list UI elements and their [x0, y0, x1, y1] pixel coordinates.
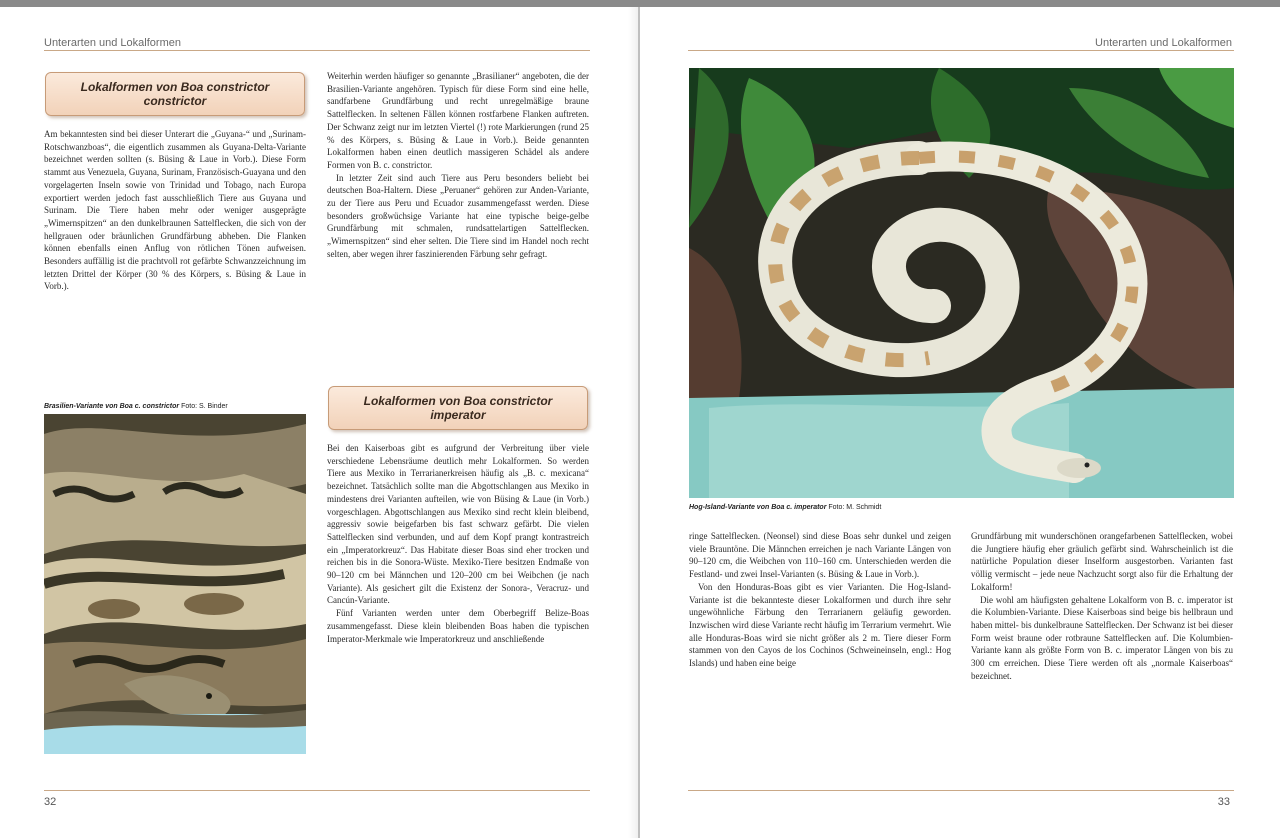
gutter-shadow [628, 7, 638, 838]
paragraph: Fünf Varianten werden unter dem Oberbegriff Belize-Boas zusammengefasst. Diese klein bleibenden Boas haben die typischen Imperator-Merkmale wie Imperatorkreuz und anschließende [327, 608, 589, 644]
paragraph: Grundfärbung mit wunderschönen orangefarbenen Sattelflecken, wobei die Jungtiere häufig eher gräulich gefärbt sind. Wahrscheinlich ist die natürliche Population dieser Inselform ausgestorben. Varianten fast völlig vermischt – jede neue Nachzucht sorgt also für die Erhaltung der Lokalform! [971, 531, 1233, 592]
caption-credit: Foto: M. Schmidt [828, 504, 882, 511]
left-running-head: Unterarten und Lokalformen [44, 37, 181, 49]
left-column-1 [44, 128, 306, 293]
right-head-rule [688, 50, 1234, 51]
right-column-2 [971, 530, 1233, 682]
right-running-head: Unterarten und Lokalformen [1095, 37, 1232, 49]
section-heading-imperator: Lokalformen von Boa constrictor imperator [328, 386, 588, 430]
left-column-2-lower [327, 442, 589, 645]
paragraph: Die wohl am häufigsten gehaltene Lokalform von B. c. imperator ist die Kolumbien-Variante. Diese Kaiserboas sind beige bis hellbraun und haben mittel- bis dunkelbraune Sattelflecken. Der Schwanz ist bei dieser Form weist braune oder rotbraune Sattelflecken auf. Die Kolumbien-Variante kann als größte Form von B. c. imperator Längen von bis zu 300 cm erreichen. Diese Tiere werden oft als „normale Kaiserboas“ bezeichnet. [971, 594, 1233, 681]
left-column-2 [327, 70, 589, 261]
paragraph: Von den Honduras-Boas gibt es vier Varianten. Die Hog-Island-Variante ist die bekannteste dieser Lokalformen und durch ihre sehr ungewöhnliche Färbung den Terrarianern geläufig geworden. Inzwischen wird diese Variante recht häufig im Terrarium vermehrt. Wie alle Honduras-Boas wird sie nicht größer als 2 m. Tiere dieser Form stammen von den Cayos de los Cochinos (Schweineinseln, engl.: Hog Islands) und haben eine beige [689, 581, 951, 669]
left-foot-rule [44, 790, 590, 791]
caption-title: Hog-Island-Variante von Boa c. imperator [689, 504, 827, 511]
caption-credit: Foto: S. Binder [181, 403, 228, 410]
paragraph: ringe Sattelflecken. (Neonsel) sind diese Boas sehr dunkel und zeigen viele Brauntöne. Die Männchen erreichen je nach Variante Längen von 90–120 cm, die Weibchen von 110–160 cm. Unterschieden werden die Festland- und zwei Insel-Varianten (s. Büsing & Laue in Vorb.). [689, 531, 951, 580]
paragraph: Weiterhin werden häufiger so genannte „Brasilianer“ angeboten, die der Brasilien-Variante angehören. Typisch für diese Form sind eine helle, sandfarbene Grundfärbung und recht unregelmäßige braune Sattelflecken. In seltenen Fällen können rostfarbene Flanken auftreten. Der Schwanz zeigt nur im letzten Viertel (!) rote Markierungen (rund 25 % des Körpers, s. Büsing & Laue in Vorb.). Beide genannten Lokalformen haben einen deutlich massigeren Schädel als andere Formen von B. c. constrictor. [327, 71, 589, 170]
right-page-number: 33 [1217, 796, 1230, 808]
right-column-1 [689, 530, 951, 670]
right-photo-caption [689, 503, 881, 512]
book-gutter [638, 7, 640, 838]
left-photo-caption [44, 402, 228, 411]
left-page-number: 32 [44, 796, 57, 808]
spread-top-bar [0, 0, 1280, 7]
caption-title: Brasilien-Variante von Boa c. constrictor [44, 403, 180, 410]
brasilien-variante-photo [44, 414, 306, 754]
right-foot-rule [688, 790, 1234, 791]
section-heading-constrictor: Lokalformen von Boa constrictor constrictor [45, 72, 305, 116]
paragraph: In letzter Zeit sind auch Tiere aus Peru besonders beliebt bei deutschen Boa-Haltern. Diese „Peruaner“ gehören zur Anden-Variante, zu der Tiere aus Peru und Ecuador zusammengefasst werden. Diese besonders großwüchsige Variante hat eine typische beige-gelbe Grundfärbung mit schmalen, rundsattelartigen Sattelflecken. „Wimernspitzen“ sind eher selten. Die Tiere sind im Handel noch recht selten, aber wegen ihrer faszinierenden Färbung sehr gefragt. [327, 172, 589, 259]
left-head-rule [44, 50, 590, 51]
paragraph: Am bekanntesten sind bei dieser Unterart die „Guyana-“ und „Surinam-Rotschwanzboas“, die eigentlich zusammen als Guyana-Delta-Variante bezeichnet werden sollten (s. Büsing & Laue in Vorb.). Diese Form stammt aus Venezuela, Guyana, Surinam, Französisch-Guayana und den vorgelagerten Inseln sowie von Trinidad und Tobago, nach Europa exportiert werden jedoch fast ausschließlich Tiere aus Guyana und Surinam. Die Tiere haben mehr oder weniger ausgeprägte „Wimernspitzen“ an den dunkelbraunen Sattelflecken, die sich von der hellgrauen oder bräunlichen Grundfärbung abheben. Die Flanken können ebenfalls einen Anflug von rötlichen Tönen aufweisen. Besonders auffällig ist die prachtvoll rot gefärbte Schwanzzeichnung im letzten Drittel der Körper (30 % des Körpers, s. Büsing & Laue in Vorb.). [44, 129, 306, 292]
hog-island-variante-photo [689, 68, 1234, 498]
paragraph: Bei den Kaiserboas gibt es aufgrund der Verbreitung über viele verschiedene Lebensräume deutlich mehr Lokalformen. So werden Tiere aus Mexiko in Terrarianerkreisen häufig als „B. c. mexicana“ bezeichnet. Tatsächlich sollte man die Abgottschlangen aus Mexiko in mindestens drei Varianten aufteilen, wie von Büsing & Laue (in Vorb.) vorgeschlagen. Abgottschlangen aus Mexiko sind recht klein bleibend, aggressiv sowie beigefarben bis fast schwarz gefärbt. Die vielen Sattelflecken sind verbunden, und auf dem Kopf prangt kontrastreich ein „Imperatorkreuz“. Das Habitate dieser Boas sind eher trocken und reichen bis in die Sonora-Wüste. Mexiko-Tiere besitzen Endmaße von 90–120 cm bei Männchen und 120–200 cm bei Weibchen (je nach Variante). Als gesichert gilt die Existenz der Sonora-, Veracruz- und Cancún-Variante. [327, 443, 589, 606]
